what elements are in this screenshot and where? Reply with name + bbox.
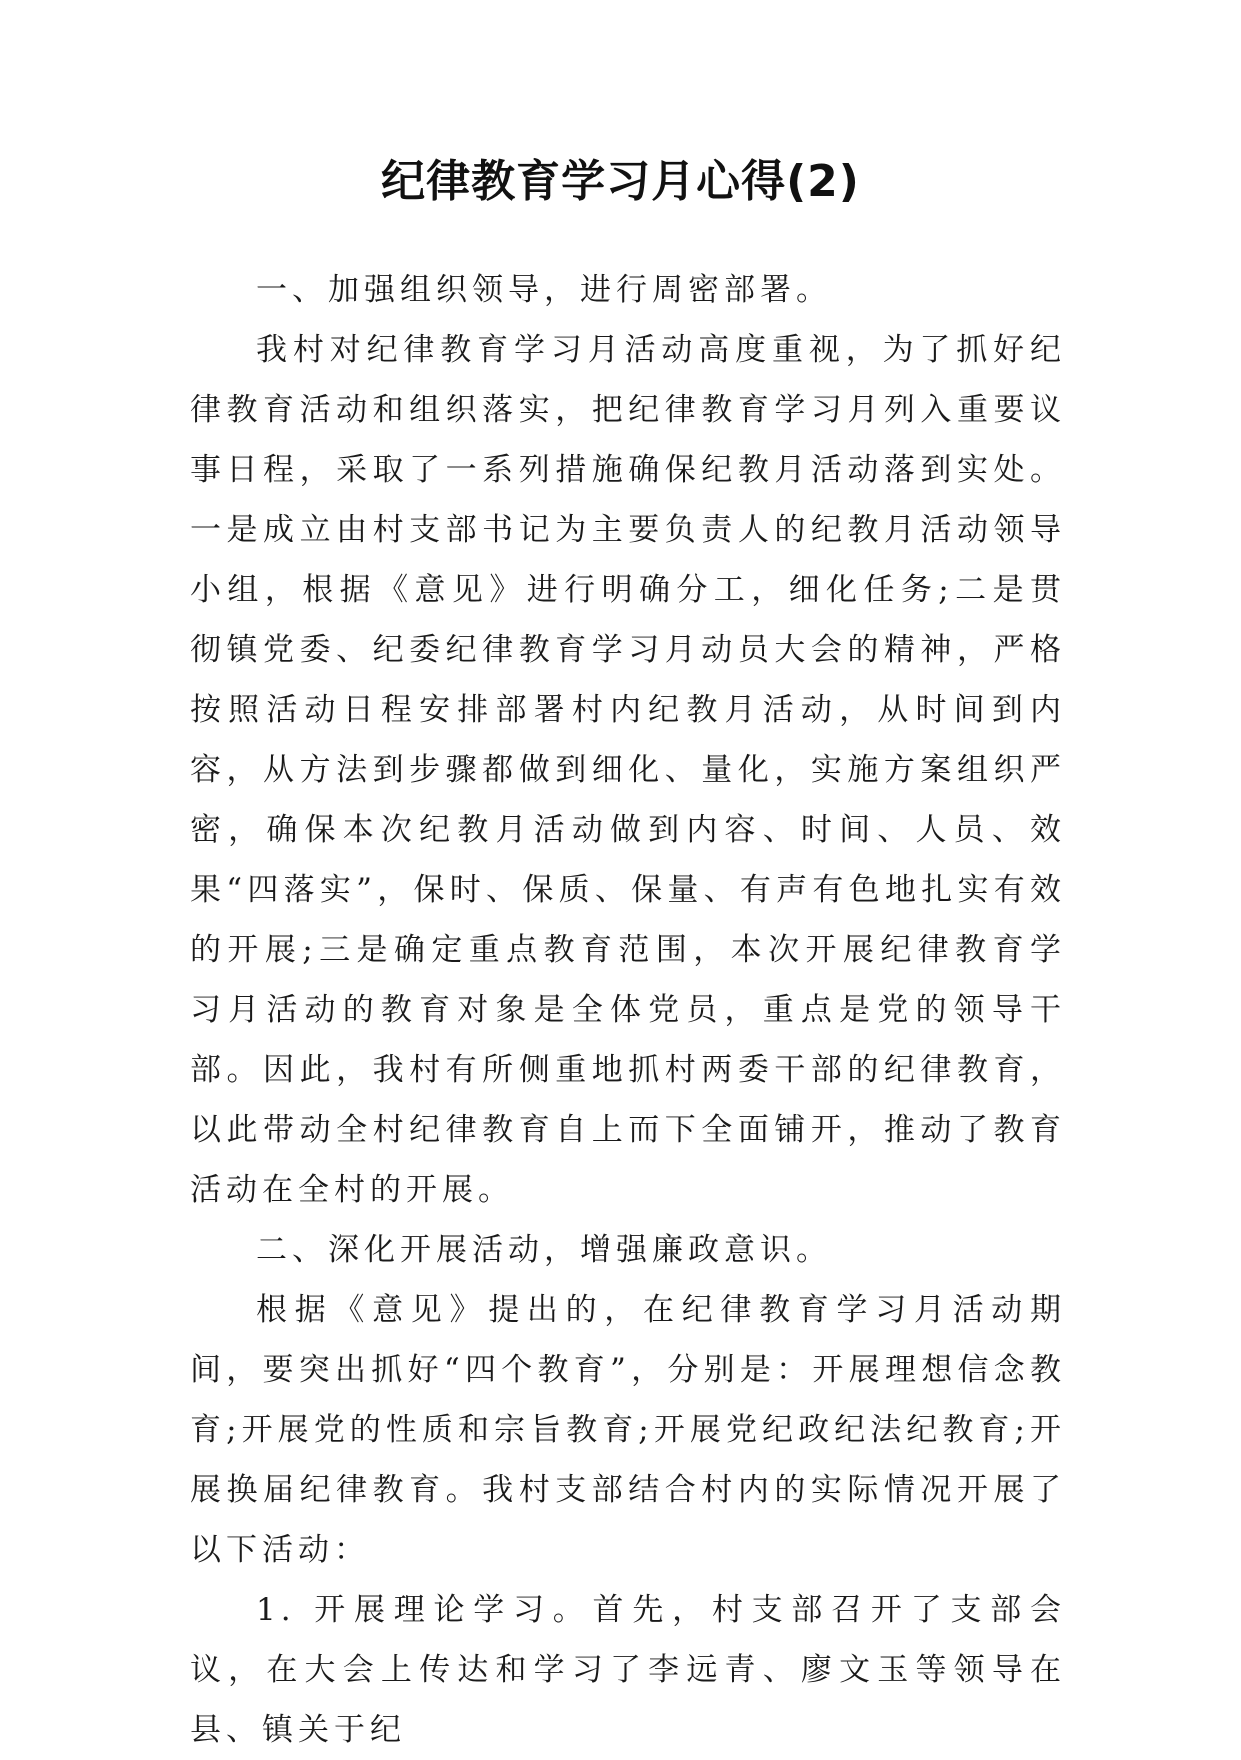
paragraph-3: 1. 开展理论学习。首先，村支部召开了支部会议，在大会上传达和学习了李远青、廖文玉等领导在县、镇关于纪 [190,1592,1066,1748]
document-title: 纪律教育学习月心得(2) [381,156,860,207]
document-body [190,260,1066,1760]
section-heading-1: 一、加强组织领导，进行周密部署。 [256,272,832,308]
section-heading-2: 二、深化开展活动，增强廉政意识。 [256,1232,832,1268]
paragraph-2: 根据《意见》提出的，在纪律教育学习月活动期间，要突出抓好“四个教育”，分别是：开展理想信念教育;开展党的性质和宗旨教育;开展党纪政纪法纪教育;开展换届纪律教育。我村支部结合村内的实际情况开展了以下活动： [190,1292,1066,1568]
paragraph-1: 我村对纪律教育学习月活动高度重视，为了抓好纪律教育活动和组织落实，把纪律教育学习月列入重要议事日程，采取了一系列措施确保纪教月活动落到实处。一是成立由村支部书记为主要负责人的纪教月活动领导小组，根据《意见》进行明确分工，细化任务;二是贯彻镇党委、纪委纪律教育学习月动员大会的精神，严格按照活动日程安排部署村内纪教月活动，从时间到内容，从方法到步骤都做到细化、量化，实施方案组织严密，确保本次纪教月活动做到内容、时间、人员、效果“四落实”，保时、保质、保量、有声有色地扎实有效的开展;三是确定重点教育范围，本次开展纪律教育学习月活动的教育对象是全体党员，重点是党的领导干部。因此，我村有所侧重地抓村两委干部的纪律教育，以此带动全村纪律教育自上而下全面铺开，推动了教育活动在全村的开展。 [190,332,1066,1208]
